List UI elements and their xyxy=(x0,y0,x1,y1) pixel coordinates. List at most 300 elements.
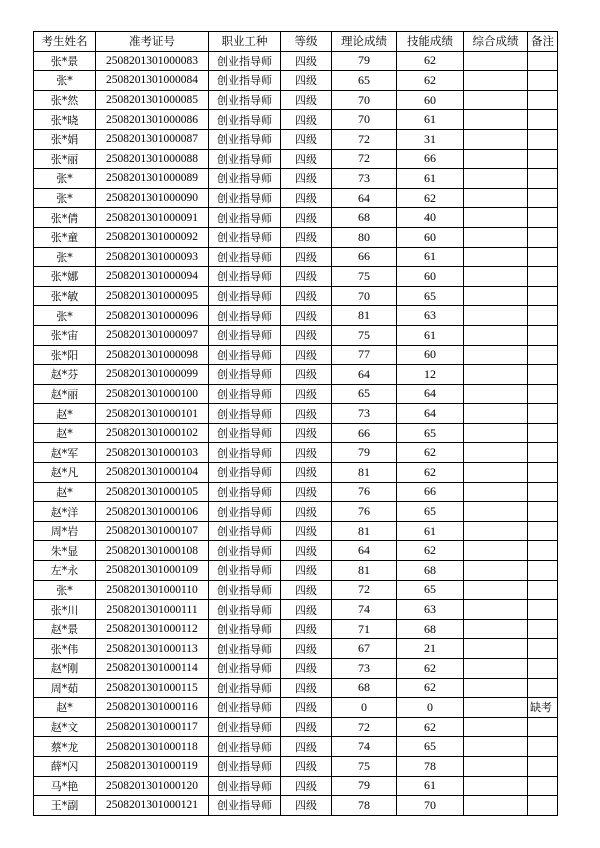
cell-remarks xyxy=(528,737,558,757)
cell-name: 张*然 xyxy=(34,90,96,110)
cell-occupation: 创业指导师 xyxy=(209,737,281,757)
cell-exam-id: 2508201301000084 xyxy=(96,71,209,91)
cell-skill-score: 78 xyxy=(397,756,464,776)
cell-name: 张*伟 xyxy=(34,639,96,659)
table-row xyxy=(34,286,558,306)
cell-theory-score: 79 xyxy=(332,443,397,463)
cell-occupation: 创业指导师 xyxy=(209,776,281,796)
header-theory-score: 理论成绩 xyxy=(332,32,397,52)
table-row xyxy=(34,325,558,345)
cell-level: 四级 xyxy=(281,423,332,443)
cell-exam-id: 2508201301000118 xyxy=(96,737,209,757)
cell-remarks: 缺考 xyxy=(528,698,558,718)
cell-exam-id: 2508201301000092 xyxy=(96,227,209,247)
cell-theory-score: 73 xyxy=(332,169,397,189)
cell-name: 张* xyxy=(34,247,96,267)
cell-remarks xyxy=(528,796,558,816)
cell-theory-score: 77 xyxy=(332,345,397,365)
cell-remarks xyxy=(528,756,558,776)
cell-skill-score: 60 xyxy=(397,227,464,247)
cell-exam-id: 2508201301000115 xyxy=(96,678,209,698)
cell-remarks xyxy=(528,149,558,169)
cell-overall-score xyxy=(464,600,528,620)
cell-theory-score: 75 xyxy=(332,325,397,345)
table-row xyxy=(34,188,558,208)
cell-exam-id: 2508201301000095 xyxy=(96,286,209,306)
cell-level: 四级 xyxy=(281,306,332,326)
cell-remarks xyxy=(528,776,558,796)
cell-name: 张*娟 xyxy=(34,129,96,149)
cell-occupation: 创业指导师 xyxy=(209,110,281,130)
cell-name: 赵*景 xyxy=(34,619,96,639)
cell-theory-score: 79 xyxy=(332,776,397,796)
cell-remarks xyxy=(528,325,558,345)
table-row xyxy=(34,169,558,189)
cell-name: 赵* xyxy=(34,698,96,718)
cell-occupation: 创业指导师 xyxy=(209,286,281,306)
table-row xyxy=(34,129,558,149)
cell-occupation: 创业指导师 xyxy=(209,227,281,247)
cell-overall-score xyxy=(464,129,528,149)
cell-theory-score: 66 xyxy=(332,423,397,443)
cell-exam-id: 2508201301000113 xyxy=(96,639,209,659)
cell-remarks xyxy=(528,580,558,600)
cell-skill-score: 65 xyxy=(397,580,464,600)
cell-overall-score xyxy=(464,502,528,522)
cell-skill-score: 64 xyxy=(397,404,464,424)
cell-remarks xyxy=(528,365,558,385)
cell-name: 张*晓 xyxy=(34,110,96,130)
cell-skill-score: 62 xyxy=(397,188,464,208)
cell-skill-score: 63 xyxy=(397,600,464,620)
cell-level: 四级 xyxy=(281,561,332,581)
cell-overall-score xyxy=(464,51,528,71)
cell-skill-score: 61 xyxy=(397,521,464,541)
table-row xyxy=(34,345,558,365)
cell-name: 周*岩 xyxy=(34,521,96,541)
cell-skill-score: 60 xyxy=(397,90,464,110)
cell-name: 赵* xyxy=(34,482,96,502)
cell-remarks xyxy=(528,659,558,679)
cell-occupation: 创业指导师 xyxy=(209,90,281,110)
cell-level: 四级 xyxy=(281,227,332,247)
cell-occupation: 创业指导师 xyxy=(209,247,281,267)
cell-remarks xyxy=(528,404,558,424)
cell-remarks xyxy=(528,51,558,71)
cell-level: 四级 xyxy=(281,365,332,385)
cell-occupation: 创业指导师 xyxy=(209,423,281,443)
cell-exam-id: 2508201301000120 xyxy=(96,776,209,796)
cell-theory-score: 65 xyxy=(332,384,397,404)
cell-name: 赵* xyxy=(34,423,96,443)
cell-occupation: 创业指导师 xyxy=(209,482,281,502)
cell-occupation: 创业指导师 xyxy=(209,561,281,581)
cell-exam-id: 2508201301000086 xyxy=(96,110,209,130)
cell-theory-score: 66 xyxy=(332,247,397,267)
cell-level: 四级 xyxy=(281,71,332,91)
cell-name: 张* xyxy=(34,580,96,600)
cell-theory-score: 65 xyxy=(332,71,397,91)
cell-occupation: 创业指导师 xyxy=(209,659,281,679)
cell-skill-score: 12 xyxy=(397,365,464,385)
cell-exam-id: 2508201301000102 xyxy=(96,423,209,443)
cell-overall-score xyxy=(464,717,528,737)
cell-level: 四级 xyxy=(281,110,332,130)
cell-name: 张* xyxy=(34,169,96,189)
cell-remarks xyxy=(528,286,558,306)
cell-exam-id: 2508201301000108 xyxy=(96,541,209,561)
table-row xyxy=(34,463,558,483)
table-row xyxy=(34,208,558,228)
cell-remarks xyxy=(528,443,558,463)
cell-level: 四级 xyxy=(281,502,332,522)
cell-remarks xyxy=(528,384,558,404)
cell-exam-id: 2508201301000093 xyxy=(96,247,209,267)
cell-theory-score: 67 xyxy=(332,639,397,659)
cell-remarks xyxy=(528,639,558,659)
cell-level: 四级 xyxy=(281,51,332,71)
cell-occupation: 创业指导师 xyxy=(209,306,281,326)
cell-remarks xyxy=(528,561,558,581)
table-row xyxy=(34,404,558,424)
cell-exam-id: 2508201301000096 xyxy=(96,306,209,326)
cell-name: 蔡*龙 xyxy=(34,737,96,757)
cell-name: 王*副 xyxy=(34,796,96,816)
cell-exam-id: 2508201301000090 xyxy=(96,188,209,208)
table-row xyxy=(34,756,558,776)
cell-skill-score: 63 xyxy=(397,306,464,326)
header-row xyxy=(34,32,558,52)
cell-skill-score: 65 xyxy=(397,737,464,757)
cell-exam-id: 2508201301000116 xyxy=(96,698,209,718)
cell-occupation: 创业指导师 xyxy=(209,443,281,463)
cell-level: 四级 xyxy=(281,776,332,796)
cell-theory-score: 68 xyxy=(332,678,397,698)
cell-level: 四级 xyxy=(281,678,332,698)
cell-occupation: 创业指导师 xyxy=(209,404,281,424)
cell-name: 张* xyxy=(34,188,96,208)
cell-overall-score xyxy=(464,541,528,561)
cell-occupation: 创业指导师 xyxy=(209,678,281,698)
cell-occupation: 创业指导师 xyxy=(209,51,281,71)
cell-exam-id: 2508201301000094 xyxy=(96,267,209,287)
table-row xyxy=(34,149,558,169)
cell-occupation: 创业指导师 xyxy=(209,717,281,737)
cell-level: 四级 xyxy=(281,267,332,287)
cell-overall-score xyxy=(464,561,528,581)
cell-level: 四级 xyxy=(281,169,332,189)
cell-overall-score xyxy=(464,365,528,385)
cell-exam-id: 2508201301000112 xyxy=(96,619,209,639)
cell-overall-score xyxy=(464,796,528,816)
cell-overall-score xyxy=(464,286,528,306)
cell-overall-score xyxy=(464,639,528,659)
cell-skill-score: 61 xyxy=(397,325,464,345)
cell-remarks xyxy=(528,90,558,110)
cell-overall-score xyxy=(464,345,528,365)
cell-level: 四级 xyxy=(281,659,332,679)
cell-exam-id: 2508201301000117 xyxy=(96,717,209,737)
cell-name: 赵*丽 xyxy=(34,384,96,404)
cell-level: 四级 xyxy=(281,580,332,600)
cell-theory-score: 81 xyxy=(332,306,397,326)
cell-exam-id: 2508201301000109 xyxy=(96,561,209,581)
cell-exam-id: 2508201301000105 xyxy=(96,482,209,502)
table-row xyxy=(34,306,558,326)
cell-occupation: 创业指导师 xyxy=(209,698,281,718)
cell-theory-score: 73 xyxy=(332,404,397,424)
cell-remarks xyxy=(528,502,558,522)
cell-level: 四级 xyxy=(281,129,332,149)
cell-level: 四级 xyxy=(281,90,332,110)
cell-name: 周*茹 xyxy=(34,678,96,698)
score-table xyxy=(33,31,558,816)
cell-overall-score xyxy=(464,482,528,502)
cell-level: 四级 xyxy=(281,384,332,404)
table-row xyxy=(34,247,558,267)
cell-skill-score: 65 xyxy=(397,423,464,443)
table-row xyxy=(34,698,558,718)
table-row xyxy=(34,580,558,600)
table-row xyxy=(34,717,558,737)
cell-occupation: 创业指导师 xyxy=(209,129,281,149)
cell-remarks xyxy=(528,169,558,189)
cell-theory-score: 72 xyxy=(332,129,397,149)
cell-occupation: 创业指导师 xyxy=(209,796,281,816)
cell-overall-score xyxy=(464,384,528,404)
cell-remarks xyxy=(528,678,558,698)
cell-overall-score xyxy=(464,110,528,130)
cell-skill-score: 62 xyxy=(397,71,464,91)
cell-remarks xyxy=(528,463,558,483)
cell-theory-score: 80 xyxy=(332,227,397,247)
cell-overall-score xyxy=(464,188,528,208)
table-row xyxy=(34,776,558,796)
cell-exam-id: 2508201301000106 xyxy=(96,502,209,522)
cell-level: 四级 xyxy=(281,737,332,757)
cell-remarks xyxy=(528,247,558,267)
cell-name: 赵*洋 xyxy=(34,502,96,522)
table-row xyxy=(34,365,558,385)
cell-theory-score: 79 xyxy=(332,51,397,71)
cell-theory-score: 71 xyxy=(332,619,397,639)
cell-remarks xyxy=(528,188,558,208)
cell-exam-id: 2508201301000083 xyxy=(96,51,209,71)
cell-theory-score: 81 xyxy=(332,521,397,541)
cell-theory-score: 81 xyxy=(332,463,397,483)
cell-level: 四级 xyxy=(281,404,332,424)
cell-name: 赵*文 xyxy=(34,717,96,737)
cell-remarks xyxy=(528,71,558,91)
cell-exam-id: 2508201301000091 xyxy=(96,208,209,228)
table-row xyxy=(34,51,558,71)
cell-remarks xyxy=(528,110,558,130)
cell-theory-score: 74 xyxy=(332,737,397,757)
cell-exam-id: 2508201301000097 xyxy=(96,325,209,345)
cell-remarks xyxy=(528,541,558,561)
cell-exam-id: 2508201301000121 xyxy=(96,796,209,816)
table-row xyxy=(34,384,558,404)
cell-remarks xyxy=(528,482,558,502)
header-skill-score: 技能成绩 xyxy=(397,32,464,52)
cell-remarks xyxy=(528,129,558,149)
cell-occupation: 创业指导师 xyxy=(209,639,281,659)
cell-theory-score: 74 xyxy=(332,600,397,620)
cell-overall-score xyxy=(464,619,528,639)
cell-overall-score xyxy=(464,267,528,287)
cell-name: 左*永 xyxy=(34,561,96,581)
cell-level: 四级 xyxy=(281,796,332,816)
cell-exam-id: 2508201301000104 xyxy=(96,463,209,483)
cell-overall-score xyxy=(464,737,528,757)
cell-exam-id: 2508201301000088 xyxy=(96,149,209,169)
cell-theory-score: 81 xyxy=(332,561,397,581)
cell-name: 赵*刚 xyxy=(34,659,96,679)
header-remarks: 备注 xyxy=(528,32,558,52)
table-row xyxy=(34,482,558,502)
cell-theory-score: 72 xyxy=(332,717,397,737)
header-name: 考生姓名 xyxy=(34,32,96,52)
cell-remarks xyxy=(528,521,558,541)
table-row xyxy=(34,110,558,130)
cell-theory-score: 76 xyxy=(332,502,397,522)
cell-theory-score: 73 xyxy=(332,659,397,679)
cell-skill-score: 66 xyxy=(397,482,464,502)
cell-level: 四级 xyxy=(281,756,332,776)
cell-name: 马*艳 xyxy=(34,776,96,796)
cell-skill-score: 31 xyxy=(397,129,464,149)
cell-skill-score: 62 xyxy=(397,463,464,483)
cell-exam-id: 2508201301000111 xyxy=(96,600,209,620)
cell-skill-score: 68 xyxy=(397,561,464,581)
cell-name: 张*川 xyxy=(34,600,96,620)
cell-overall-score xyxy=(464,423,528,443)
cell-occupation: 创业指导师 xyxy=(209,169,281,189)
cell-occupation: 创业指导师 xyxy=(209,756,281,776)
cell-level: 四级 xyxy=(281,482,332,502)
header-level: 等级 xyxy=(281,32,332,52)
cell-remarks xyxy=(528,227,558,247)
cell-occupation: 创业指导师 xyxy=(209,463,281,483)
cell-theory-score: 70 xyxy=(332,286,397,306)
cell-skill-score: 40 xyxy=(397,208,464,228)
cell-name: 张*倩 xyxy=(34,208,96,228)
cell-occupation: 创业指导师 xyxy=(209,325,281,345)
cell-name: 赵*芬 xyxy=(34,365,96,385)
cell-exam-id: 2508201301000101 xyxy=(96,404,209,424)
cell-level: 四级 xyxy=(281,463,332,483)
cell-theory-score: 64 xyxy=(332,365,397,385)
table-row xyxy=(34,227,558,247)
cell-remarks xyxy=(528,208,558,228)
cell-overall-score xyxy=(464,71,528,91)
cell-skill-score: 61 xyxy=(397,776,464,796)
cell-occupation: 创业指导师 xyxy=(209,71,281,91)
cell-overall-score xyxy=(464,169,528,189)
table-row xyxy=(34,678,558,698)
table-row xyxy=(34,639,558,659)
cell-skill-score: 62 xyxy=(397,678,464,698)
cell-exam-id: 2508201301000103 xyxy=(96,443,209,463)
cell-name: 赵*军 xyxy=(34,443,96,463)
cell-remarks xyxy=(528,717,558,737)
cell-theory-score: 76 xyxy=(332,482,397,502)
cell-overall-score xyxy=(464,443,528,463)
cell-exam-id: 2508201301000114 xyxy=(96,659,209,679)
cell-occupation: 创业指导师 xyxy=(209,619,281,639)
table-row xyxy=(34,796,558,816)
cell-level: 四级 xyxy=(281,541,332,561)
cell-overall-score xyxy=(464,698,528,718)
cell-theory-score: 0 xyxy=(332,698,397,718)
cell-level: 四级 xyxy=(281,698,332,718)
cell-overall-score xyxy=(464,208,528,228)
cell-skill-score: 62 xyxy=(397,443,464,463)
cell-exam-id: 2508201301000100 xyxy=(96,384,209,404)
cell-skill-score: 60 xyxy=(397,267,464,287)
cell-skill-score: 65 xyxy=(397,502,464,522)
table-row xyxy=(34,600,558,620)
cell-level: 四级 xyxy=(281,600,332,620)
cell-overall-score xyxy=(464,90,528,110)
cell-occupation: 创业指导师 xyxy=(209,365,281,385)
cell-remarks xyxy=(528,423,558,443)
table-row xyxy=(34,737,558,757)
cell-exam-id: 2508201301000087 xyxy=(96,129,209,149)
cell-overall-score xyxy=(464,463,528,483)
cell-occupation: 创业指导师 xyxy=(209,188,281,208)
cell-name: 张*丽 xyxy=(34,149,96,169)
cell-overall-score xyxy=(464,306,528,326)
cell-theory-score: 70 xyxy=(332,90,397,110)
cell-occupation: 创业指导师 xyxy=(209,580,281,600)
cell-theory-score: 72 xyxy=(332,149,397,169)
cell-theory-score: 64 xyxy=(332,541,397,561)
cell-skill-score: 61 xyxy=(397,247,464,267)
table-row xyxy=(34,267,558,287)
cell-theory-score: 64 xyxy=(332,188,397,208)
table-row xyxy=(34,561,558,581)
cell-remarks xyxy=(528,619,558,639)
cell-skill-score: 62 xyxy=(397,717,464,737)
cell-overall-score xyxy=(464,580,528,600)
table-row xyxy=(34,90,558,110)
cell-occupation: 创业指导师 xyxy=(209,502,281,522)
header-overall-score: 综合成绩 xyxy=(464,32,528,52)
cell-skill-score: 65 xyxy=(397,286,464,306)
cell-name: 朱*显 xyxy=(34,541,96,561)
cell-exam-id: 2508201301000098 xyxy=(96,345,209,365)
cell-remarks xyxy=(528,306,558,326)
cell-occupation: 创业指导师 xyxy=(209,600,281,620)
cell-name: 张*敏 xyxy=(34,286,96,306)
table-row xyxy=(34,659,558,679)
cell-level: 四级 xyxy=(281,639,332,659)
cell-name: 张*童 xyxy=(34,227,96,247)
cell-exam-id: 2508201301000119 xyxy=(96,756,209,776)
cell-skill-score: 68 xyxy=(397,619,464,639)
table-row xyxy=(34,541,558,561)
cell-theory-score: 70 xyxy=(332,110,397,130)
cell-exam-id: 2508201301000110 xyxy=(96,580,209,600)
cell-occupation: 创业指导师 xyxy=(209,521,281,541)
table-row xyxy=(34,521,558,541)
cell-exam-id: 2508201301000107 xyxy=(96,521,209,541)
cell-overall-score xyxy=(464,325,528,345)
table-row xyxy=(34,71,558,91)
cell-name: 张*宙 xyxy=(34,325,96,345)
cell-exam-id: 2508201301000085 xyxy=(96,90,209,110)
